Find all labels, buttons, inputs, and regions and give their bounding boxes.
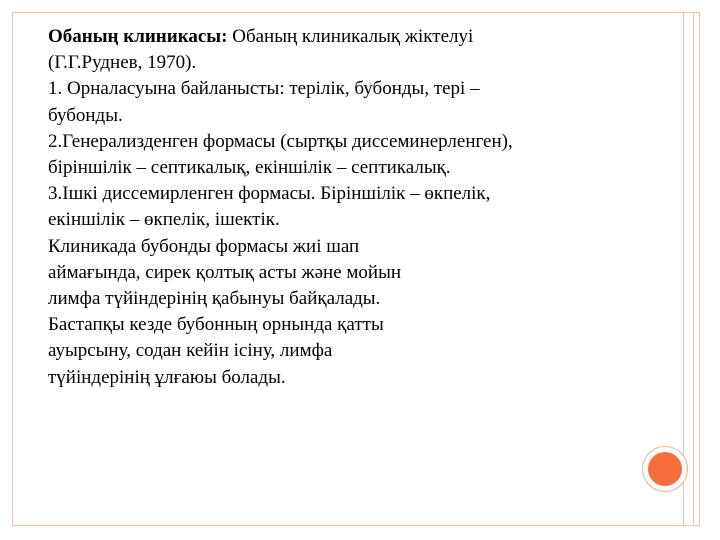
text-line: (Г.Г.Руднев, 1970). [48,52,197,74]
text-line: екіншілік – өкпелік, ішектік. [48,209,280,231]
slide-body-text [48,24,648,391]
orange-dot-icon [648,452,682,486]
text-line: Клиникада бубонды формасы жиі шап [48,235,360,257]
text-line: Бастапқы кезде бубонның орнында қатты [48,314,384,336]
text-line: 3.Ішкі диссемирленген формасы. Біріншілік – өкпелік, [48,183,491,205]
text-line: бубонды. [48,104,123,126]
decorative-circle-badge [642,446,688,492]
text-line: біріншілік – септикалық, екіншілік – септикалық. [48,157,451,179]
text-line: 2.Генерализденген формасы (сыртқы диссеминерленген), [48,130,513,152]
text-line: ауырсыну, содан кейін ісіну, лимфа [48,340,333,362]
heading-rest: Обаның клиникалық жіктелуі [227,26,474,47]
heading-bold: Обаның клиникасы: [48,26,228,47]
frame-rule-right [693,13,694,525]
text-line: 1. Орналасуына байланысты: терілік, бубонды, тері – [48,78,480,100]
text-line: түйіндерінің ұлғаюы болады. [48,366,286,388]
frame-rule-left [683,13,684,525]
text-line: аймағында, сирек қолтық асты және мойын [48,261,402,283]
text-line: лимфа түйіндерінің қабынуы байқалады. [48,288,381,310]
heading-line [48,24,648,50]
